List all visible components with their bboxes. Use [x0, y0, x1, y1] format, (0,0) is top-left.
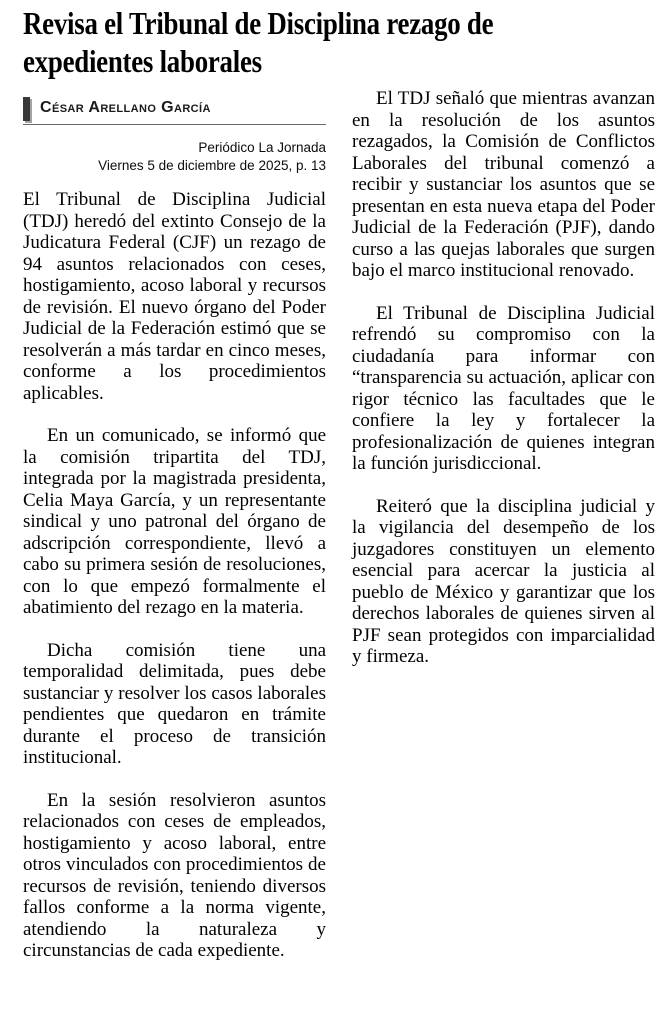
- article-title-line1: Revisa el Tribunal de Disciplina rezago de: [23, 5, 494, 41]
- dateline-date-page: Viernes 5 de diciembre de 2025, p. 13: [98, 158, 326, 173]
- column-left: [23, 88, 326, 983]
- paragraph-left-3: Dicha comisión tiene una temporalidad delimitada, pues debe sustanciar y resolver los casos laborales pendientes que quedaron en trámite durante el proceso de transición institucional.: [23, 639, 326, 768]
- dateline-source: Periódico La Jornada: [198, 140, 326, 155]
- article-title: [23, 4, 583, 80]
- paragraph-right-2: El Tribunal de Disciplina Judicial refrendó su compromiso con la ciudadanía para informar con “transparencia su actuación, aplicar con rigor técnico las facultades que le confiere la ley y fortalecer la profesionalización de quienes integran la función jurisdiccional.: [352, 302, 655, 474]
- paragraph-left-2: En un comunicado, se informó que la comisión tripartita del TDJ, integrada por la magistrada presidenta, Celia Maya García, y un representante sindical y uno patronal del órgano de adscripción correspondiente, llevó a cabo su primera sesión de resoluciones, con lo que empezó formalmente el abatimiento del rezago en la materia.: [23, 425, 326, 618]
- paragraph-right-1: El TDJ señaló que mientras avanzan en la resolución de los asuntos rezagados, la Comisión de Conflictos Laborales del tribunal comenzó a recibir y sustanciar los asuntos que se presentan en esta nueva etapa del Poder Judicial de la Federación (PJF), dando curso a las quejas laborales que surgen bajo el marco institucional renovado.: [352, 88, 655, 281]
- paragraph-left-1: El Tribunal de Disciplina Judicial (TDJ) heredó del extinto Consejo de la Judicatura Federal (CJF) un rezago de 94 asuntos relacionados con ceses, hostigamiento, acoso laboral y recursos de revisión. El nuevo órgano del Poder Judicial de la Federación estimó que se resolverán a más tardar en cinco meses, conforme a los procedimientos aplicables.: [23, 189, 326, 404]
- byline-marker-bar: [23, 97, 30, 121]
- paragraph-right-3: Reiteró que la disciplina judicial y la vigilancia del desempeño de los juzgadores constituyen un elemento esencial para acercar la justicia al pueblo de México y garantizar que los derechos laborales de quienes sirven al PJF sean protegidos con imparcialidad y firmeza.: [352, 495, 655, 667]
- paragraph-left-4: En la sesión resolvieron asuntos relacionados con ceses de empleados, hostigamiento y acoso laboral, entre otros vinculados con procedimientos de recursos de revisión, teniendo diversos fallos conforme a la norma vigente, atendiendo la naturaleza y circunstancias de cada expediente.: [23, 789, 326, 961]
- column-right: [352, 88, 655, 983]
- byline-author: César Arellano García: [40, 99, 211, 116]
- article-title-line2: expedientes laborales: [23, 43, 262, 79]
- dateline: [23, 139, 326, 175]
- byline: [23, 97, 326, 125]
- article-body: [23, 88, 655, 983]
